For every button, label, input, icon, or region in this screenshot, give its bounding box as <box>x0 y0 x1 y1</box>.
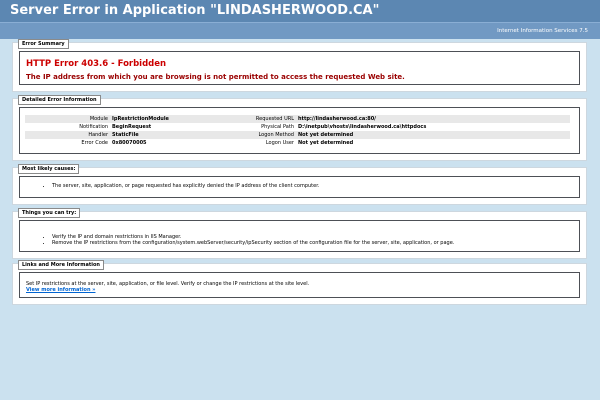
detail-label: Physical Path <box>261 124 294 130</box>
page-header <box>0 0 600 22</box>
table-row <box>25 123 570 131</box>
error-summary-legend: Error Summary <box>18 39 69 49</box>
list-item: • The server, site, application, or page requested has explicitly denied the IP address of the client computer. <box>52 183 319 189</box>
links-panel <box>12 263 587 305</box>
detailed-error-legend: Detailed Error Information <box>18 95 101 105</box>
detail-value: http://lindasherwood.ca:80/ <box>296 115 570 123</box>
detail-label: Logon Method <box>224 131 296 139</box>
detail-label: Logon User <box>265 140 294 146</box>
server-info-bar <box>0 22 600 39</box>
list-item: • Verify the IP and domain restrictions in IIS Manager. <box>52 234 454 240</box>
detail-label: Requested URL <box>224 115 296 123</box>
causes-list <box>28 183 319 189</box>
links-content <box>19 272 580 298</box>
error-summary-panel <box>12 42 587 92</box>
detail-value: StaticFile <box>110 131 224 139</box>
things-content <box>19 220 580 252</box>
links-text-block <box>26 281 309 293</box>
detail-value: 0x80070005 <box>112 140 147 146</box>
detail-label: Error Code <box>81 140 108 146</box>
detail-value: D:\inetpub\vhosts\lindasherwood.ca\httpdocs <box>298 124 427 130</box>
detail-label: Handler <box>25 131 110 139</box>
error-title: HTTP Error 403.6 - Forbidden <box>26 59 167 69</box>
list-item: • Remove the IP restrictions from the configuration/system.webServer/security/ipSecurity section of the configuration file for the server, site, application, or page. <box>52 240 454 246</box>
detail-value: IpRestrictionModule <box>110 115 224 123</box>
table-row <box>25 139 570 147</box>
view-more-information-link[interactable]: View more information » <box>26 287 96 293</box>
things-panel <box>12 211 587 259</box>
detail-value: Not yet determined <box>298 140 354 146</box>
links-description: Set IP restrictions at the server, site, application, or file level. Verify or change the IP restrictions at the site level. <box>26 281 310 287</box>
server-name: Internet Information Services 7.5 <box>497 28 588 34</box>
things-list <box>28 234 454 246</box>
causes-content <box>19 176 580 198</box>
things-legend: Things you can try: <box>18 208 80 218</box>
causes-panel <box>12 167 587 205</box>
detail-label: Notification <box>79 124 108 130</box>
table-row <box>25 131 570 139</box>
page-title: Server Error in Application "LINDASHERWOOD.CA" <box>10 3 380 18</box>
causes-legend: Most likely causes: <box>18 164 79 174</box>
detail-label: Module <box>25 115 110 123</box>
table-row <box>25 115 570 123</box>
detailed-error-table <box>25 115 570 147</box>
detailed-error-content <box>19 107 580 154</box>
detailed-error-panel <box>12 98 587 161</box>
error-message: The IP address from which you are browsing is not permitted to access the requested Web site. <box>26 73 405 81</box>
detail-value: BeginRequest <box>112 124 152 130</box>
detail-value: Not yet determined <box>296 131 570 139</box>
error-summary-content <box>19 51 580 85</box>
links-legend: Links and More Information <box>18 260 104 270</box>
